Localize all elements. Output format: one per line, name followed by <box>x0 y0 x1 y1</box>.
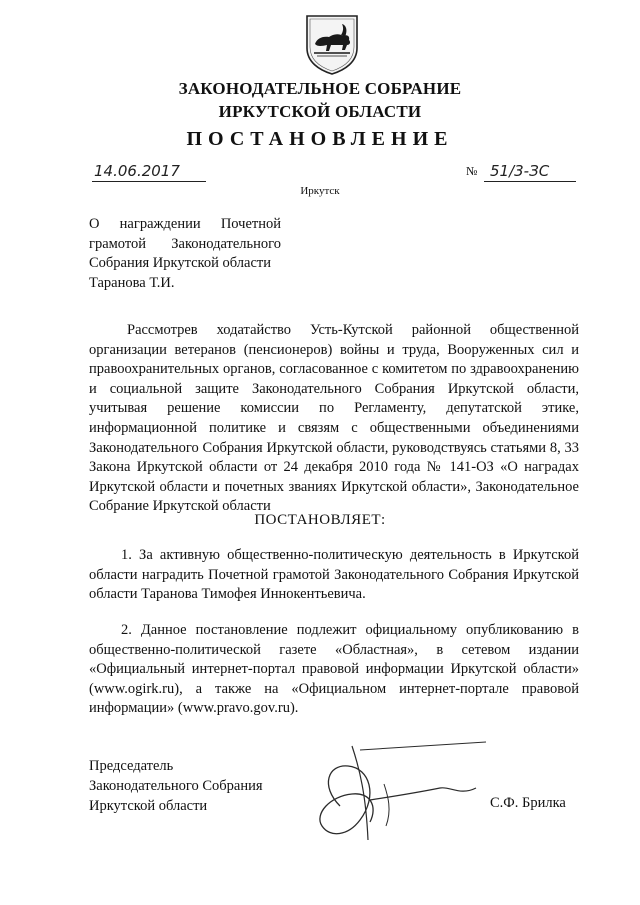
document-subject <box>89 215 281 293</box>
decrees-heading: ПОСТАНОВЛЯЕТ: <box>254 512 386 528</box>
document-number: 51/3-ЗС <box>484 161 576 182</box>
subject-line: Собрания Иркутской области <box>89 255 271 271</box>
document-type: ПОСТАНОВЛЕНИЕ <box>186 128 454 150</box>
signatory-name: С.Ф. Брилка <box>490 795 566 811</box>
signatory-position-line: Председатель <box>89 758 174 774</box>
signatory-position-line: Законодательного Собрания <box>89 778 263 794</box>
subject-line: О награждении Почетной <box>89 216 281 232</box>
preamble-paragraph: Рассмотрев ходатайство Усть-Кутской районной общественной организации ветеранов (пенсионеров) войны и труда, Вооруженных сил и правоохранительных органов, согласованное с комитетом по здравоохранению и социальной защите Законодательного Собрания Иркутской области, учитывая решение комиссии по Регламенту, депутатской этике, информационной политике и связям с общественными объединениями Законодательного Собрания Иркутской области, руководствуясь статьями 8, 33 Закона Иркутской области от 24 декабря 2010 года № 141-ОЗ «О наградах Иркутской области и почетных званиях Иркутской области», Законодательное Собрание Иркутской области <box>89 322 579 515</box>
document-city: Иркутск <box>300 185 340 197</box>
organization-name-line1: ЗАКОНОДАТЕЛЬНОЕ СОБРАНИЕ <box>178 79 462 98</box>
signatory-position-line: Иркутской области <box>89 798 208 814</box>
document-number-label: № <box>466 164 478 178</box>
coat-of-arms-icon <box>301 10 363 76</box>
paragraph-2: 2. Данное постановление подлежит официальному опубликованию в общественно-политической газете «Областная», в сетевом издании «Официальный интернет-портал правовой информации Иркутской области» (www.ogirk.ru), а также на «Официальном интернет-портале правовой информации» (www.pravo.gov.ru). <box>89 622 579 717</box>
handwritten-signature <box>300 736 490 854</box>
signatory-position <box>89 756 263 816</box>
organization-name-line2: ИРКУТСКОЙ ОБЛАСТИ <box>218 102 422 121</box>
document-date: 14.06.2017 <box>92 161 206 182</box>
paragraph-1: 1. За активную общественно-политическую деятельность в Иркутской области наградить Почетной грамотой Законодательного Собрания Иркутской области Таранова Тимофея Иннокентьевича. <box>89 547 579 603</box>
subject-line: грамотой Законодательного <box>89 235 281 252</box>
subject-line: Таранова Т.И. <box>89 274 175 291</box>
